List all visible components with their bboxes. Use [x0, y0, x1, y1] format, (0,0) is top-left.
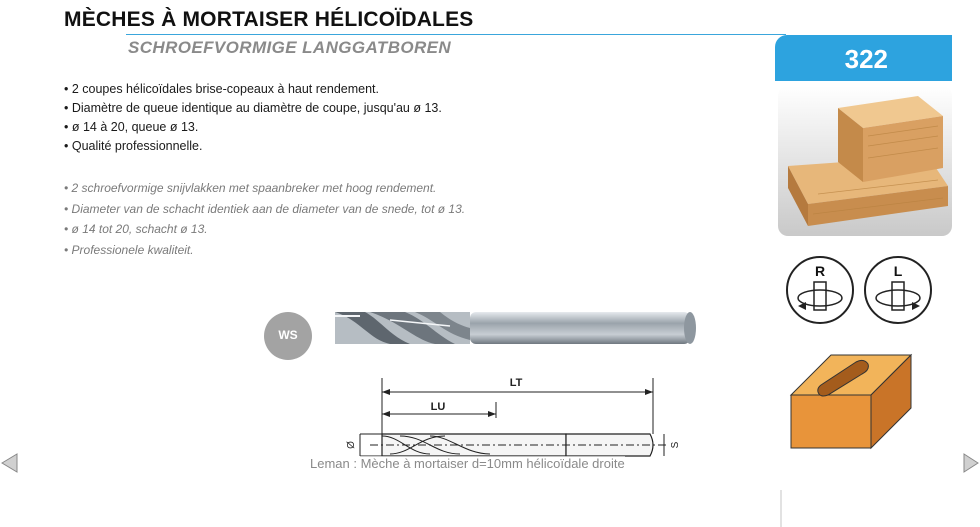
list-item: • 2 schroefvormige snijvlakken met spaanbreker met hoog rendement. — [64, 181, 437, 195]
shank-label: S — [670, 441, 681, 449]
list-item: • Professionele kwaliteit. — [64, 242, 194, 257]
list-item: • ø 14 tot 20, schacht ø 13. — [64, 222, 208, 236]
rotation-right-icon — [787, 257, 853, 323]
features-nl-list — [64, 178, 465, 260]
page-subtitle: SCHROEFVORMIGE LANGGATBOREN — [128, 38, 452, 57]
features-fr-list — [64, 80, 442, 156]
lu-label: LU — [430, 401, 446, 413]
list-item: • ø 14 à 20, queue ø 13. — [64, 120, 199, 134]
diameter-label: Ø — [346, 441, 357, 449]
page-number-tab — [775, 35, 952, 81]
ws-badge — [264, 312, 312, 360]
rotation-left-icon — [865, 257, 931, 323]
prev-arrow-icon[interactable] — [0, 452, 20, 474]
image-caption: Leman : Mèche à mortaiser d=10mm hélicoïdale droite — [310, 456, 625, 471]
mortise-block-icon — [786, 350, 916, 450]
page-title: MÈCHES À MORTAISER HÉLICOÏDALES — [64, 8, 474, 31]
bit-dimension-diagram — [330, 370, 690, 460]
page-number: 322 — [844, 44, 888, 74]
divider — [780, 490, 782, 527]
ws-badge-label: WS — [278, 328, 298, 342]
svg-text:R: R — [814, 263, 826, 279]
list-item: • Qualité professionnelle. — [64, 139, 203, 153]
list-item: • Diameter van de schacht identiek aan de diameter van de snede, tot ø 13. — [64, 201, 466, 216]
list-item: • 2 coupes hélicoïdales brise-copeaux à haut rendement. — [64, 82, 379, 96]
drill-bit-image — [330, 300, 700, 360]
header-rule — [126, 34, 786, 35]
next-arrow-icon[interactable] — [962, 452, 980, 474]
svg-text:L: L — [893, 263, 903, 279]
list-item: • Diamètre de queue identique au diamètre de coupe, jusqu'au ø 13. — [64, 101, 442, 115]
wood-beams-image — [778, 86, 952, 236]
lt-label: LT — [509, 377, 523, 389]
rotation-icons — [778, 252, 952, 332]
